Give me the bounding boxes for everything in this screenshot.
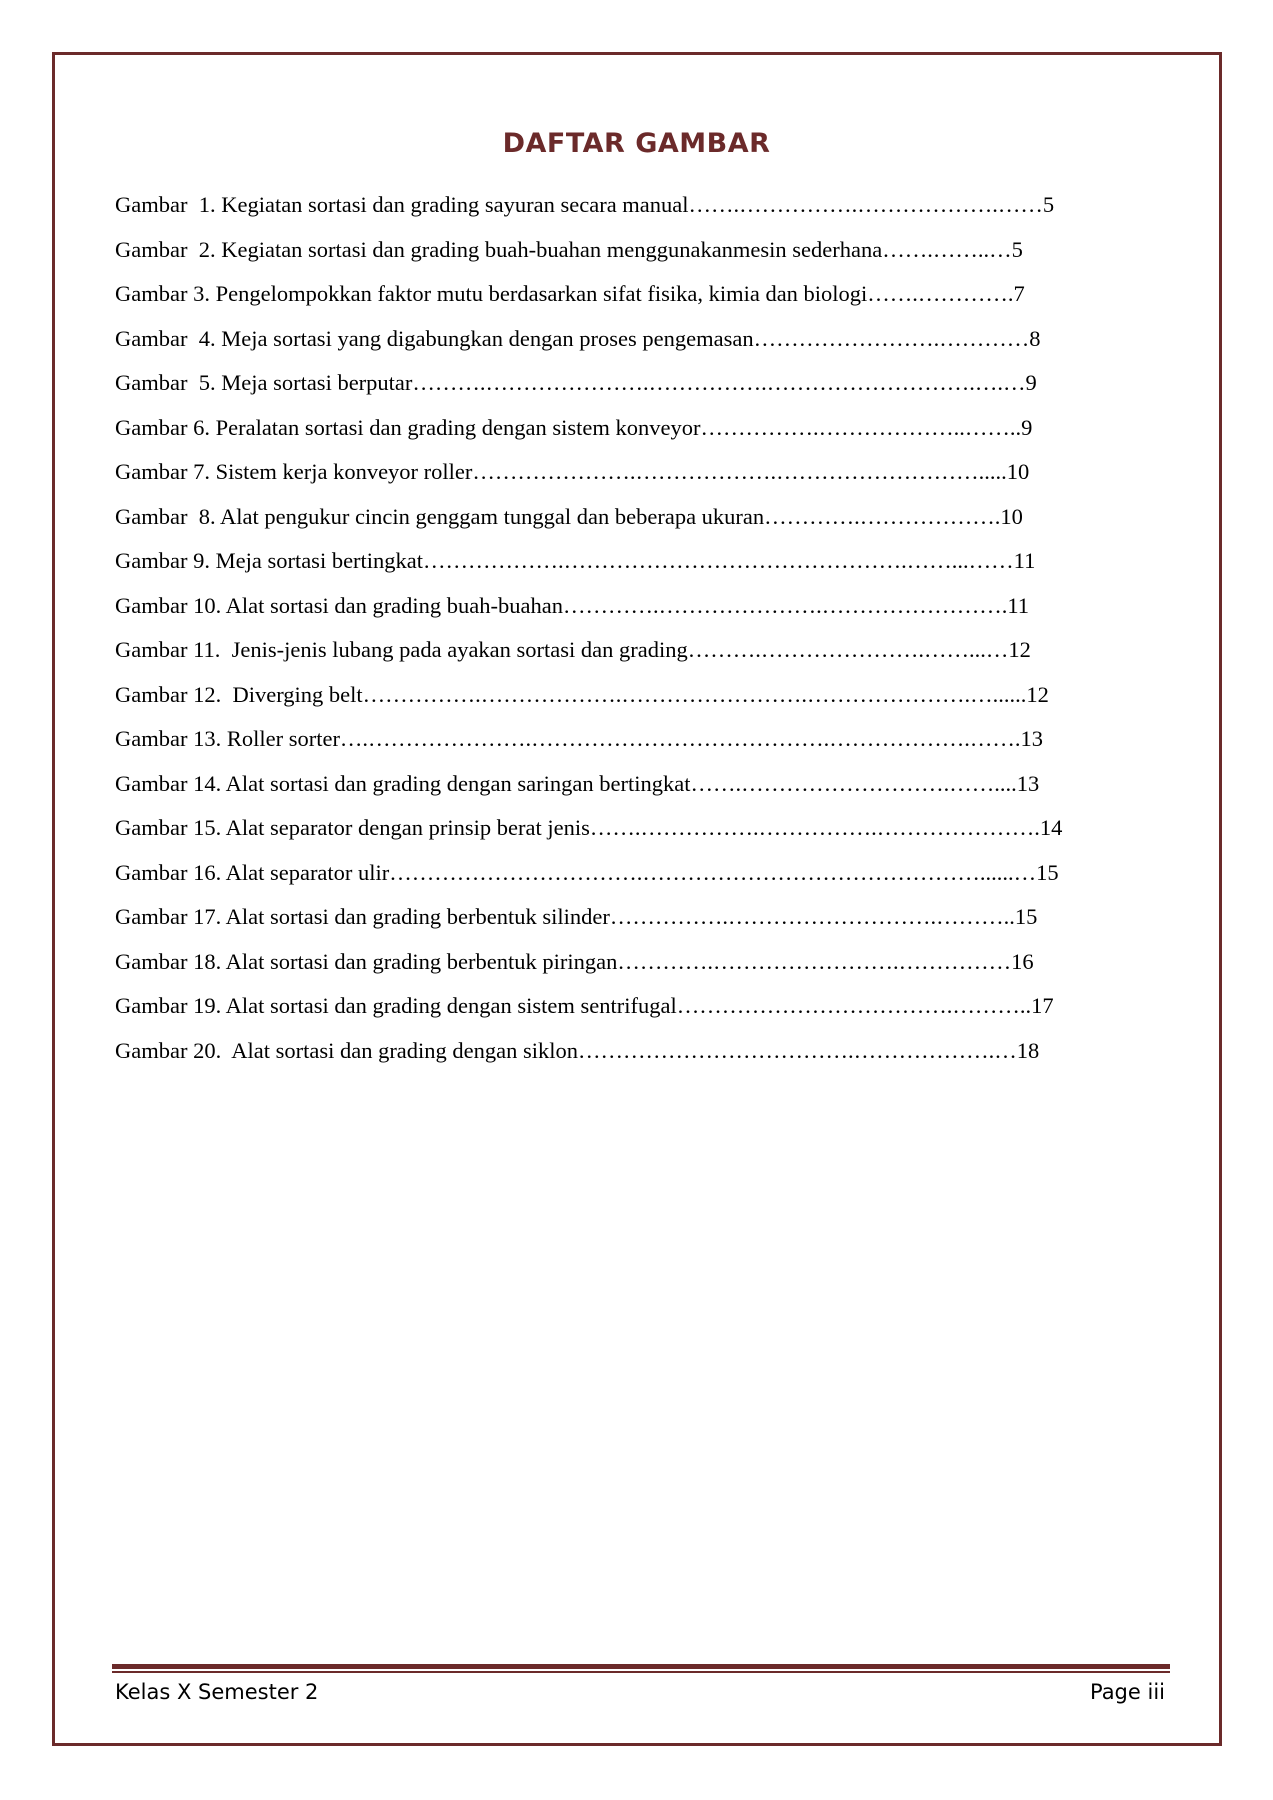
figure-entry-19[interactable]: Gambar 19. Alat sortasi dan grading dengan sistem sentrifugal……………………………….………..17	[115, 993, 1054, 1018]
figure-entry-2[interactable]: Gambar 2. Kegiatan sortasi dan grading buah-buahan menggunakanmesin sederhana…….……..…5	[115, 236, 1023, 262]
figure-entry-18[interactable]: Gambar 18. Alat sortasi dan grading berbentuk piringan………….…………………….……………16	[115, 948, 1034, 974]
figure-entry-17[interactable]: Gambar 17. Alat sortasi dan grading berbentuk silinder…………….……………………….………..15	[115, 904, 1038, 929]
page-title: DAFTAR GAMBAR	[502, 128, 771, 159]
figure-entry-12[interactable]: Gambar 12. Diverging belt…………….……………….…………………….………………….…......12	[115, 681, 1049, 707]
footer-page-number: Page iii	[1089, 1680, 1165, 1704]
figure-entry-5[interactable]: Gambar 5. Meja sortasi berputar……….………………….…………….……………………….….…9	[115, 370, 1037, 395]
figure-entry-14[interactable]: Gambar 14. Alat sortasi dan grading dengan saringan bertingkat…….……………………….……....13	[115, 770, 1040, 796]
footer-divider-thin	[112, 1671, 1170, 1673]
figure-entry-13[interactable]: Gambar 13. Roller sorter….………………….………………………………….……………….…….13	[115, 726, 1044, 751]
figure-entry-6[interactable]: Gambar 6. Peralatan sortasi dan grading dengan sistem konveyor…………….………………..……..9	[115, 414, 1033, 440]
figure-entry-1[interactable]: Gambar 1. Kegiatan sortasi dan grading sayuran secara manual…….…………….……………….……5	[115, 192, 1055, 217]
figure-entry-8[interactable]: Gambar 8. Alat pengukur cincin genggam tunggal dan beberapa ukuran………….……………….10	[115, 503, 1023, 529]
figure-entry-20[interactable]: Gambar 20. Alat sortasi dan grading dengan siklon……………………………….……………….…18	[115, 1037, 1040, 1063]
figure-entry-3[interactable]: Gambar 3. Pengelompokkan faktor mutu berdasarkan sifat fisika, kimia dan biologi…….………….7	[115, 281, 1025, 306]
figure-entry-4[interactable]: Gambar 4. Meja sortasi yang digabungkan dengan proses pengemasan…………………….…………8	[115, 325, 1041, 351]
figure-entry-9[interactable]: Gambar 9. Meja sortasi bertingkat……………….……………………………………….……...……11	[115, 548, 1036, 573]
figure-entry-16[interactable]: Gambar 16. Alat separator ulir…………………………….………………………………………......…15	[115, 859, 1059, 885]
footer-class-label: Kelas X Semester 2	[115, 1680, 319, 1704]
figure-entry-7[interactable]: Gambar 7. Sistem kerja konveyor roller………………….……………….……………………….....10	[115, 459, 1030, 484]
figure-entry-15[interactable]: Gambar 15. Alat separator dengan prinsip berat jenis…….…………….…………….………………….14	[115, 815, 1063, 840]
footer-divider	[112, 1664, 1170, 1669]
figure-entry-10[interactable]: Gambar 10. Alat sortasi dan grading buah-buahan………….………………….…………………….11	[115, 592, 1030, 618]
figure-entry-11[interactable]: Gambar 11. Jenis-jenis lubang pada ayakan sortasi dan grading……….………………….……...…12	[115, 637, 1031, 662]
